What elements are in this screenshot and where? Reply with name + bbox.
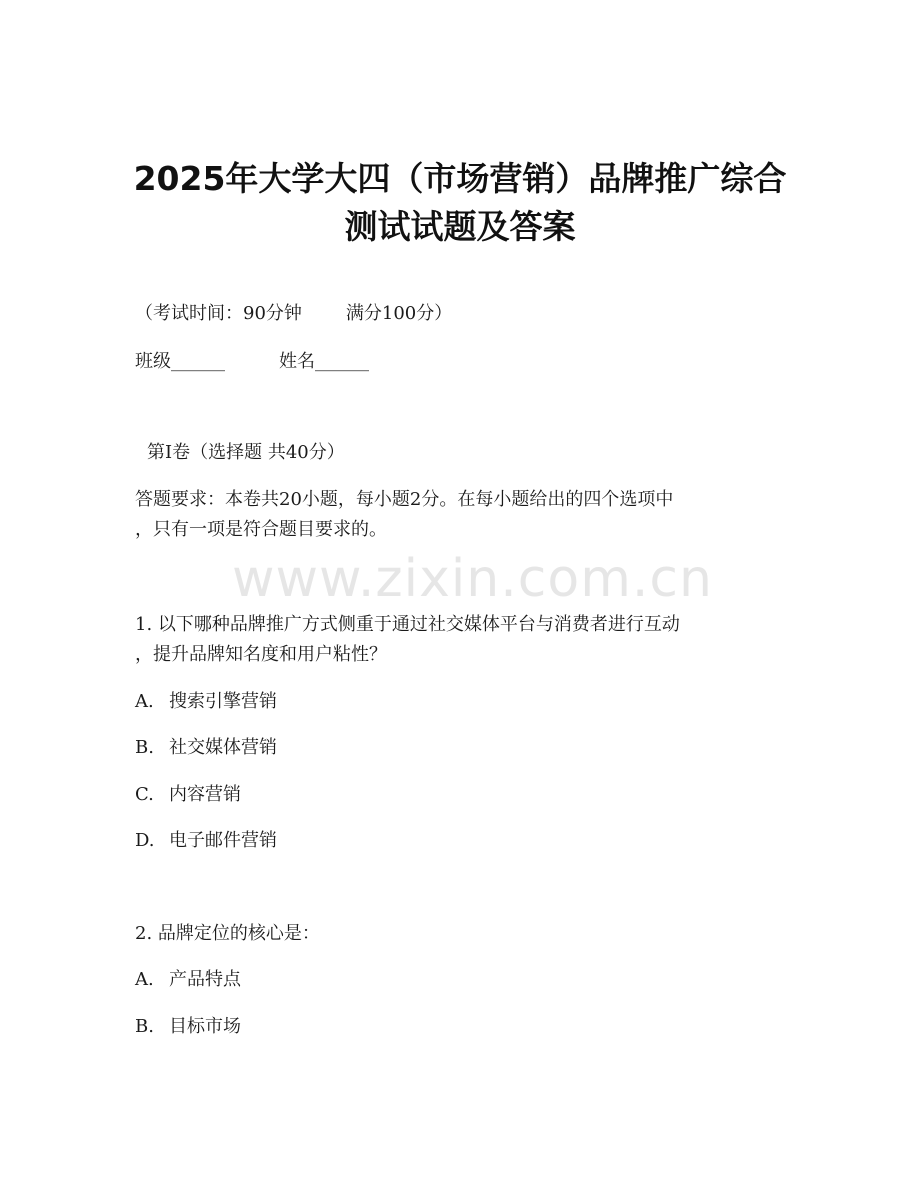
option-letter: A.	[135, 969, 154, 990]
option-text: 电子邮件营销	[169, 830, 277, 851]
section-instructions-line-2: ，只有一项是符合题目要求的。	[135, 519, 387, 540]
question-1-option-d	[135, 829, 277, 853]
question-1-option-a	[135, 690, 277, 714]
question-1-option-b	[135, 736, 277, 760]
question-2-option-b	[135, 1015, 241, 1039]
section-instructions-line-1: 答题要求：本卷共20小题，每小题2分。在每小题给出的四个选项中	[135, 489, 674, 510]
option-letter: D.	[135, 830, 155, 851]
class-field-label: 班级______	[135, 351, 225, 372]
page-title-line-1: 2025年大学大四（市场营销）品牌推广综合	[133, 159, 787, 198]
option-letter: C.	[135, 784, 154, 805]
question-2-option-a	[135, 968, 241, 992]
option-text: 产品特点	[169, 969, 241, 990]
section-title: 第I卷（选择题 共40分）	[147, 442, 345, 463]
question-1-option-c	[135, 783, 241, 807]
question-1-stem-line-1: 1. 以下哪种品牌推广方式侧重于通过社交媒体平台与消费者进行互动	[135, 614, 680, 635]
question-1-stem-line-2: ，提升品牌知名度和用户粘性？	[135, 644, 387, 665]
option-text: 搜索引擎营销	[169, 691, 277, 712]
name-field-label: 姓名______	[279, 351, 369, 372]
option-text: 内容营销	[169, 784, 241, 805]
exam-info	[135, 302, 452, 326]
exam-time: （考试时间：90分钟	[135, 303, 302, 324]
page-title-line-2: 测试试题及答案	[344, 207, 576, 246]
option-letter: A.	[135, 691, 154, 712]
student-fields	[135, 350, 369, 374]
option-letter: B.	[135, 737, 154, 758]
watermark: www.zixin.com.cn	[232, 549, 713, 609]
exam-score: 满分100分）	[345, 303, 453, 324]
option-letter: B.	[135, 1016, 154, 1037]
question-2-stem-line-1: 2. 品牌定位的核心是：	[135, 923, 320, 944]
option-text: 目标市场	[169, 1016, 241, 1037]
option-text: 社交媒体营销	[169, 737, 277, 758]
